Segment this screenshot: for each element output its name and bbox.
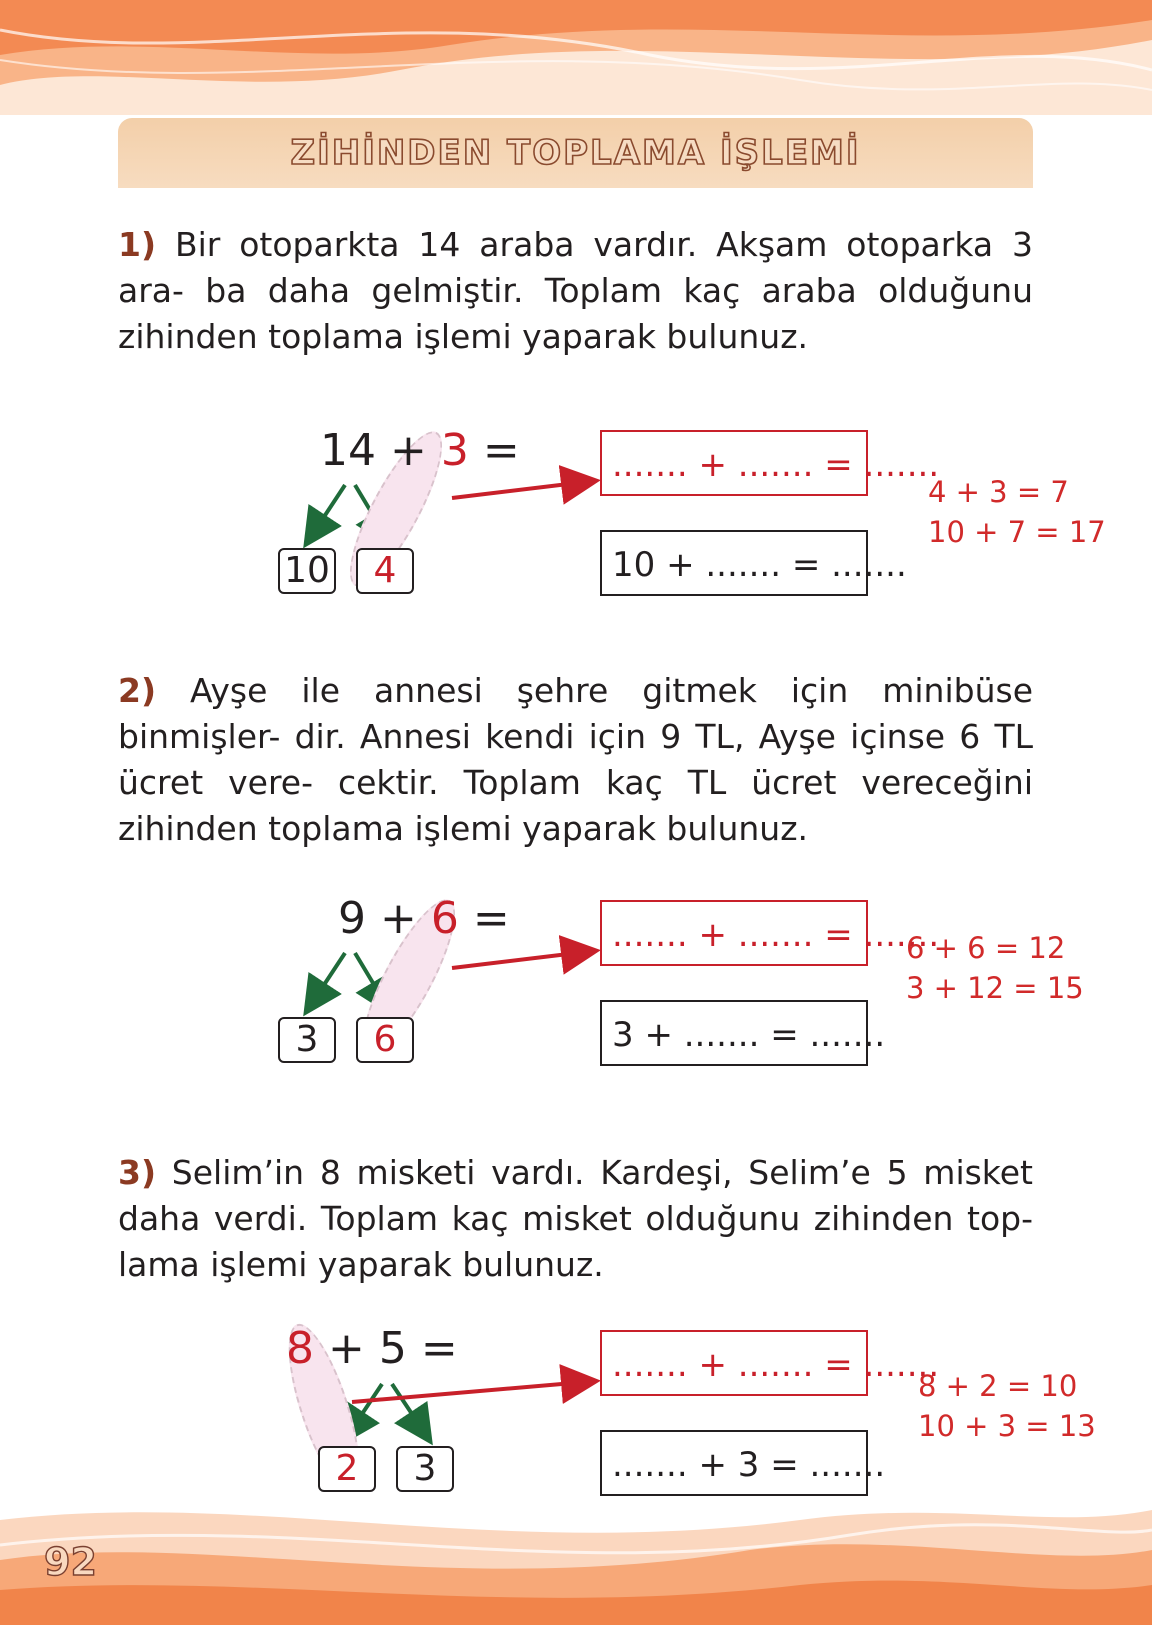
answer-box-1: ....... + ....... = ....... <box>600 430 868 496</box>
addend-b: 3 <box>440 425 469 476</box>
answer-box-2: 3 + ....... = ....... <box>600 1000 868 1066</box>
addend-a: 9 <box>338 893 366 944</box>
addend-a: 14 <box>320 425 376 476</box>
transfer-arrow <box>452 952 585 968</box>
answer-box-1: ....... + ....... = ....... <box>600 1330 868 1396</box>
question-2 <box>118 668 1033 852</box>
answer-box-2: 10 + ....... = ....... <box>600 530 868 596</box>
handwritten-note-1: 4 + 3 = 7 <box>928 475 1069 509</box>
page-title: ZİHİNDEN TOPLAMA İŞLEMİ <box>290 133 861 173</box>
decompose-box-left: 2 <box>318 1446 376 1492</box>
page-number: 92 <box>44 1540 97 1584</box>
equation <box>320 425 520 476</box>
decompose-box-right: 6 <box>356 1017 414 1063</box>
question-number: 3) <box>118 1153 157 1192</box>
equation <box>286 1323 458 1374</box>
handwritten-note-1: 6 + 6 = 12 <box>906 931 1066 965</box>
equals-sign: = <box>420 1323 458 1374</box>
question-number: 2) <box>118 671 157 710</box>
split-arrow-left <box>350 1384 382 1432</box>
decompose-box-left: 3 <box>278 1017 336 1063</box>
handwritten-note-2: 10 + 3 = 13 <box>918 1409 1096 1443</box>
plus-sign: + <box>328 1323 365 1374</box>
addend-b: 5 <box>378 1323 407 1374</box>
plus-sign: + <box>380 893 417 944</box>
addend-b: 6 <box>430 893 459 944</box>
answer-box-2: ....... + 3 = ....... <box>600 1430 868 1496</box>
addend-a: 8 <box>286 1323 314 1374</box>
transfer-arrow <box>452 482 585 498</box>
question-text: Selim’in 8 misketi vardı. Kardeşi, Selim’e 5 misket daha verdi. Toplam kaç misket olduğunu zihinden top- lama işlemi yaparak bulunuz. <box>118 1153 1033 1284</box>
plus-sign: + <box>390 425 427 476</box>
question-number: 1) <box>118 225 157 264</box>
decompose-box-right: 4 <box>356 548 414 594</box>
handwritten-note-2: 10 + 7 = 17 <box>928 515 1106 549</box>
handwritten-note-2: 3 + 12 = 15 <box>906 971 1084 1005</box>
question-3 <box>118 1150 1033 1288</box>
split-arrow-left <box>312 485 345 535</box>
question-1 <box>118 222 1033 360</box>
equation <box>338 893 510 944</box>
question-text: Bir otoparkta 14 araba vardır. Akşam otoparka 3 ara- ba daha gelmiştir. Toplam kaç araba olduğunu zihinden toplama işlemi yaparak bulunuz. <box>118 225 1033 356</box>
question-text: Ayşe ile annesi şehre gitmek için minibüse binmişler- dir. Annesi kendi için 9 TL, Ayşe içinse 6 TL ücret vere- cektir. Toplam kaç TL ücret vereceğini zihinden toplama işlemi yaparak bulunuz. <box>118 671 1033 848</box>
handwritten-note-1: 8 + 2 = 10 <box>918 1369 1078 1403</box>
equals-sign: = <box>472 893 510 944</box>
answer-box-1: ....... + ....... = ....... <box>600 900 868 966</box>
split-arrow-right <box>392 1384 424 1432</box>
split-arrow-left <box>312 953 345 1003</box>
equals-sign: = <box>482 425 520 476</box>
decompose-box-right: 3 <box>396 1446 454 1492</box>
transfer-arrow <box>352 1382 585 1402</box>
decompose-box-left: 10 <box>278 548 336 594</box>
